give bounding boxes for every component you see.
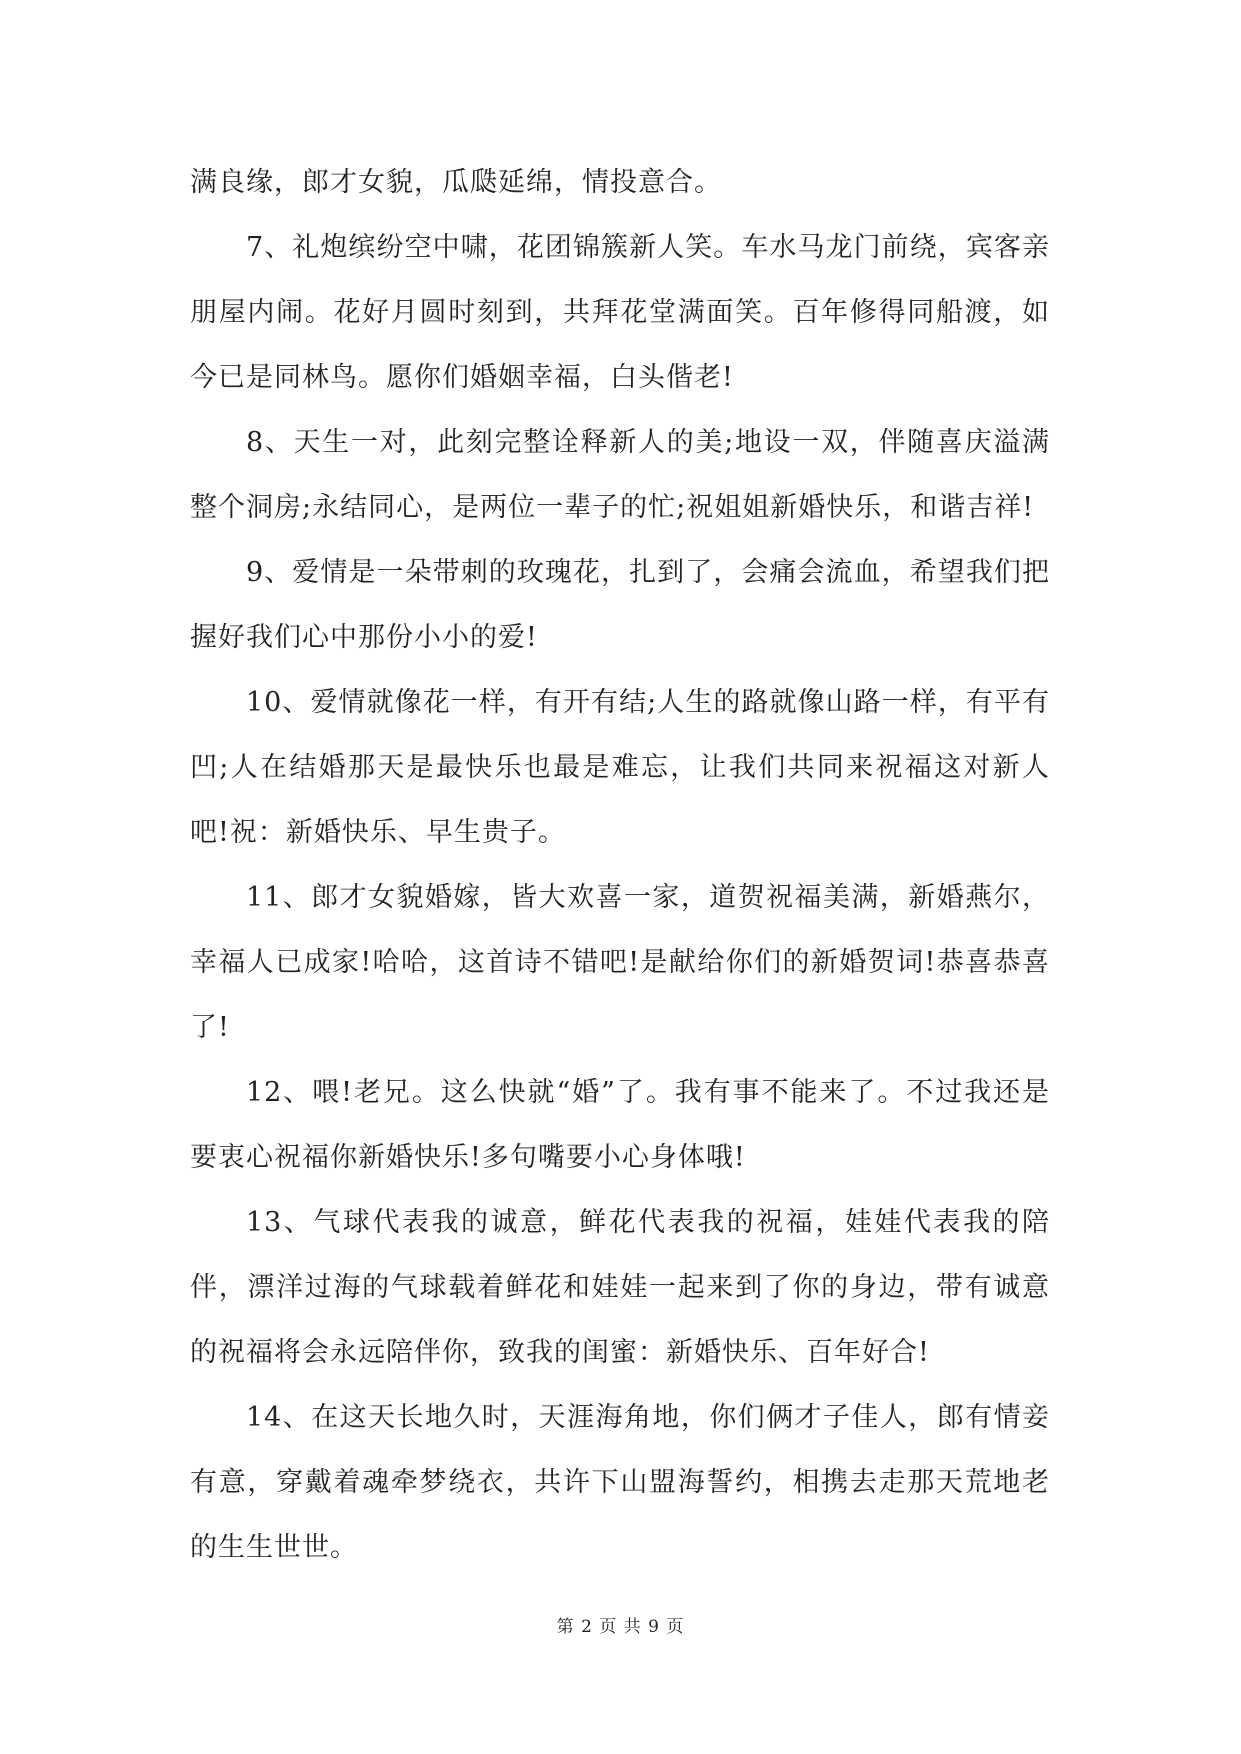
paragraph-item-10: 10、爱情就像花一样，有开有结;人生的路就像山路一样，有平有凹;人在结婚那天是最快乐也最是难忘，让我们共同来祝福这对新人吧!祝：新婚快乐、早生贵子。 xyxy=(190,687,1050,848)
document-body xyxy=(190,150,1050,1580)
paragraph-item-8: 8、天生一对，此刻完整诠释新人的美;地设一双，伴随喜庆溢满整个洞房;永结同心，是两位一辈子的忙;祝姐姐新婚快乐，和谐吉祥! xyxy=(190,427,1050,523)
paragraph-continuation: 满良缘，郎才女貌，瓜瓞延绵，情投意合。 xyxy=(190,167,722,198)
paragraph-item-7: 7、礼炮缤纷空中啸，花团锦簇新人笑。车水马龙门前绕，宾客亲朋屋内闹。花好月圆时刻到，共拜花堂满面笑。百年修得同船渡，如今已是同林鸟。愿你们婚姻幸福，白头偕老! xyxy=(190,232,1050,393)
page-number-footer: 第 2 页 共 9 页 xyxy=(556,1617,685,1637)
paragraph-item-12: 12、喂!老兄。这么快就“婚”了。我有事不能来了。不过我还是要衷心祝福你新婚快乐!多句嘴要小心身体哦! xyxy=(190,1077,1050,1173)
paragraph-item-11: 11、郎才女貌婚嫁，皆大欢喜一家，道贺祝福美满，新婚燕尔，幸福人已成家!哈哈，这首诗不错吧!是献给你们的新婚贺词!恭喜恭喜了! xyxy=(190,882,1050,1043)
paragraph-item-13: 13、气球代表我的诚意，鲜花代表我的祝福，娃娃代表我的陪伴，漂洋过海的气球载着鲜花和娃娃一起来到了你的身边，带有诚意的祝福将会永远陪伴你，致我的闺蜜：新婚快乐、百年好合! xyxy=(190,1207,1050,1368)
paragraph-item-9: 9、爱情是一朵带刺的玫瑰花，扎到了，会痛会流血，希望我们把握好我们心中那份小小的爱! xyxy=(190,557,1050,653)
paragraph-item-14: 14、在这天长地久时，天涯海角地，你们俩才子佳人，郎有情妾有意，穿戴着魂牵梦绕衣，共许下山盟海誓约，相携去走那天荒地老的生生世世。 xyxy=(190,1402,1050,1563)
